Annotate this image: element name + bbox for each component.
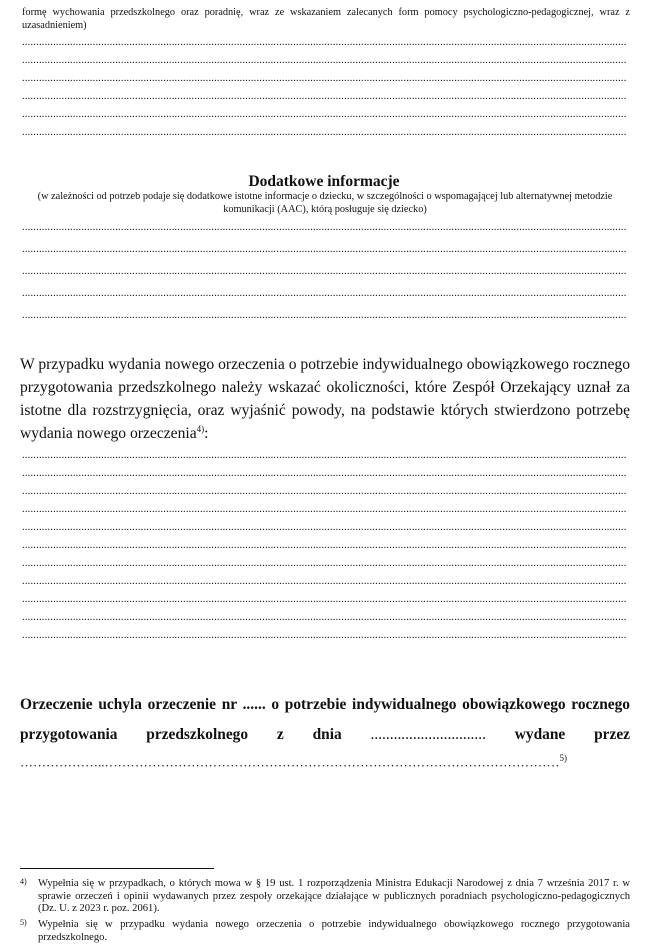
fill-line[interactable] <box>22 109 626 121</box>
footnote-mark: 4) <box>20 877 27 886</box>
issuer-line <box>20 750 630 770</box>
claim-text-3: wydane przez <box>514 726 630 743</box>
footnote-text: Wypełnia się w przypadku wydania nowego orzeczenia o potrzebie indywidualnego obowiązkowego rocznego przygotowania przedszkolnego. <box>38 919 630 943</box>
fill-line[interactable] <box>22 504 626 516</box>
decision-number-blank[interactable]: ...... <box>242 696 266 713</box>
fill-line[interactable] <box>22 127 626 139</box>
fill-line[interactable] <box>22 266 626 278</box>
section-subtitle: (w zależności od potrzeb podaje się dodatkowe istotne informacje o dziecku, w szczególności o wspomagającej lub alternatywnej metodzie komunikacji (AAC), którą posługuje się dziecko) <box>37 191 613 215</box>
footnote <box>20 919 630 944</box>
fill-line[interactable] <box>22 310 626 322</box>
intro-text: formę wychowania przedszkolnego oraz poradnię, wraz ze wskazaniem zalecanych form pomocy psychologiczno-pedagogicznej, wraz z uzasadnieniem) <box>22 7 630 31</box>
fill-line[interactable] <box>22 73 626 85</box>
footnote-separator <box>20 868 214 869</box>
footnote-ref: 5) <box>559 753 567 763</box>
claim-text-2: o potrzebie indywidualnego obowiązkowego rocznego przygotowania przedszkolnego z dnia <box>20 696 630 743</box>
fill-line[interactable] <box>22 486 626 498</box>
new-decision-paragraph <box>20 353 630 445</box>
fill-line[interactable] <box>22 244 626 256</box>
fill-line[interactable] <box>22 522 626 534</box>
fill-line[interactable] <box>22 630 626 642</box>
decision-date-blank[interactable]: .............................. <box>370 726 486 743</box>
fill-line[interactable] <box>22 612 626 624</box>
fill-line[interactable] <box>22 222 626 234</box>
fill-line[interactable] <box>22 576 626 588</box>
fill-line[interactable] <box>22 450 626 462</box>
fill-line[interactable] <box>22 468 626 480</box>
revocation-statement <box>20 690 630 750</box>
footnote-text: Wypełnia się w przypadkach, o których mowa w § 19 ust. 1 rozporządzenia Ministra Edukacji Narodowej z dnia 7 września 2017 r. w sprawie orzeczeń i opinii wydawanych przez zespoły orzekające działające w publicznych poradniach psychologiczno-pedagogicznych (Dz. U. z 2023 r. poz. 2061). <box>38 878 630 914</box>
fill-line[interactable] <box>22 558 626 570</box>
fill-line[interactable] <box>22 288 626 300</box>
fill-line[interactable] <box>22 91 626 103</box>
footnote <box>20 878 630 916</box>
fill-line[interactable] <box>22 594 626 606</box>
fill-line[interactable] <box>22 55 626 67</box>
paragraph-text: W przypadku wydania nowego orzeczenia o potrzebie indywidualnego obowiązkowego rocznego przygotowania przedszkolnego należy wskazać okoliczności, które Zespół Orzekający uznał za istotne dla rozstrzygnięcia, oraz wyjaśnić powody, na podstawie których stwierdzono potrzebę wydania nowego orzeczenia <box>20 356 630 442</box>
fill-line[interactable] <box>22 540 626 552</box>
issuer-blank[interactable]: ………………..…………………………………………………………………………………………… <box>20 754 560 770</box>
paragraph-tail: : <box>204 425 209 442</box>
section-title: Dodatkowe informacje <box>248 173 400 190</box>
footnote-ref: 4) <box>196 423 205 434</box>
fill-line[interactable] <box>22 37 626 49</box>
footnote-mark: 5) <box>20 918 27 927</box>
claim-text-1: Orzeczenie uchyla orzeczenie nr <box>20 696 237 713</box>
